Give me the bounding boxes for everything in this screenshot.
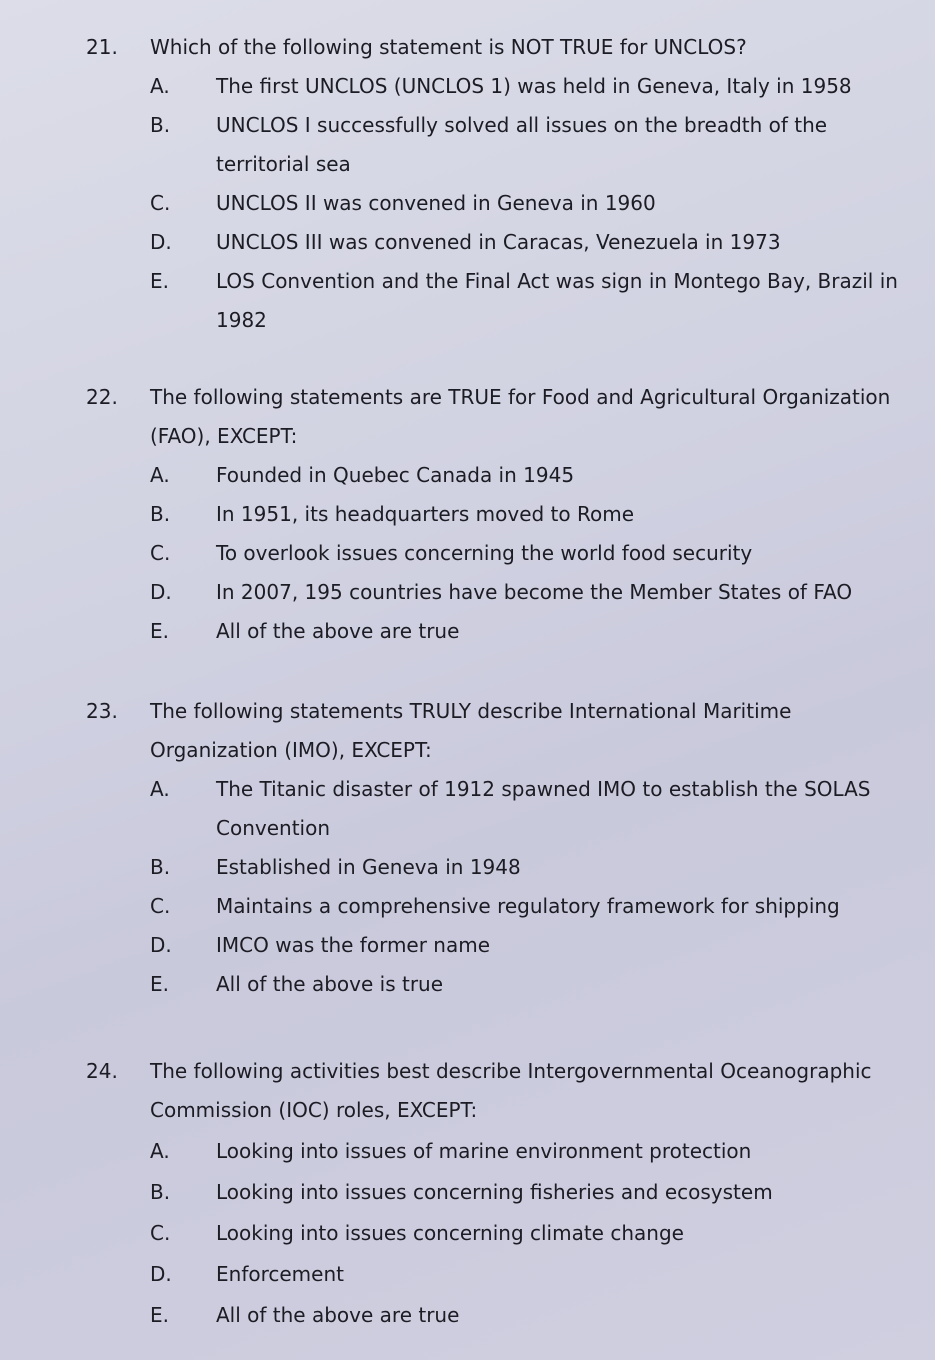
- option-letter: D.: [150, 230, 172, 254]
- option-text: Founded in Quebec Canada in 1945: [216, 463, 575, 487]
- option-letter: A.: [150, 74, 170, 98]
- option-text: The first UNCLOS (UNCLOS 1) was held in Geneva, Italy in 1958: [216, 74, 852, 98]
- option-text: IMCO was the former name: [216, 933, 491, 957]
- option-letter: D.: [150, 933, 172, 957]
- question-number: 21.: [86, 35, 118, 59]
- option-letter: C.: [150, 1221, 171, 1245]
- option-text: UNCLOS II was convened in Geneva in 1960: [216, 191, 656, 215]
- option-text: Maintains a comprehensive regulatory framework for shipping: [216, 894, 840, 918]
- option-text: In 2007, 195 countries have become the Member States of FAO: [216, 580, 853, 604]
- option-text: In 1951, its headquarters moved to Rome: [216, 502, 635, 526]
- option-text: UNCLOS I successfully solved all issues on the breadth of the territorial sea: [216, 113, 828, 176]
- question-number: 22.: [86, 385, 118, 409]
- option-text: Looking into issues of marine environment protection: [216, 1139, 752, 1163]
- option-letter: B.: [150, 855, 171, 879]
- option-letter: E.: [150, 269, 169, 293]
- option-letter: A.: [150, 463, 170, 487]
- option-text: Enforcement: [216, 1262, 344, 1286]
- option-letter: B.: [150, 113, 171, 137]
- option-text: Established in Geneva in 1948: [216, 855, 521, 879]
- option-text: LOS Convention and the Final Act was sign in Montego Bay, Brazil in 1982: [216, 269, 898, 332]
- option-letter: A.: [150, 1139, 170, 1163]
- option-letter: C.: [150, 191, 171, 215]
- option-text: To overlook issues concerning the world food security: [216, 541, 753, 565]
- question-text: The following activities best describe Intergovernmental Oceanographic Commission (IOC) roles, EXCEPT:: [150, 1059, 872, 1122]
- question-text: The following statements TRULY describe International Maritime Organization (IMO), EXCEPT:: [150, 699, 792, 762]
- option-text: Looking into issues concerning climate change: [216, 1221, 684, 1245]
- option-text: Looking into issues concerning fisheries and ecosystem: [216, 1180, 773, 1204]
- option-letter: E.: [150, 619, 169, 643]
- option-letter: E.: [150, 972, 169, 996]
- option-letter: D.: [150, 580, 172, 604]
- question-number: 24.: [86, 1059, 118, 1083]
- option-letter: E.: [150, 1303, 169, 1327]
- option-letter: C.: [150, 541, 171, 565]
- option-text: All of the above are true: [216, 619, 460, 643]
- question-text: The following statements are TRUE for Food and Agricultural Organization (FAO), EXCEPT:: [150, 385, 891, 448]
- option-text: All of the above is true: [216, 972, 444, 996]
- option-text: The Titanic disaster of 1912 spawned IMO to establish the SOLAS Convention: [216, 777, 871, 840]
- option-letter: B.: [150, 1180, 171, 1204]
- question-number: 23.: [86, 699, 118, 723]
- option-letter: B.: [150, 502, 171, 526]
- option-letter: A.: [150, 777, 170, 801]
- option-letter: C.: [150, 894, 171, 918]
- option-letter: D.: [150, 1262, 172, 1286]
- option-text: All of the above are true: [216, 1303, 460, 1327]
- option-text: UNCLOS III was convened in Caracas, Venezuela in 1973: [216, 230, 781, 254]
- question-text: Which of the following statement is NOT TRUE for UNCLOS?: [150, 35, 747, 59]
